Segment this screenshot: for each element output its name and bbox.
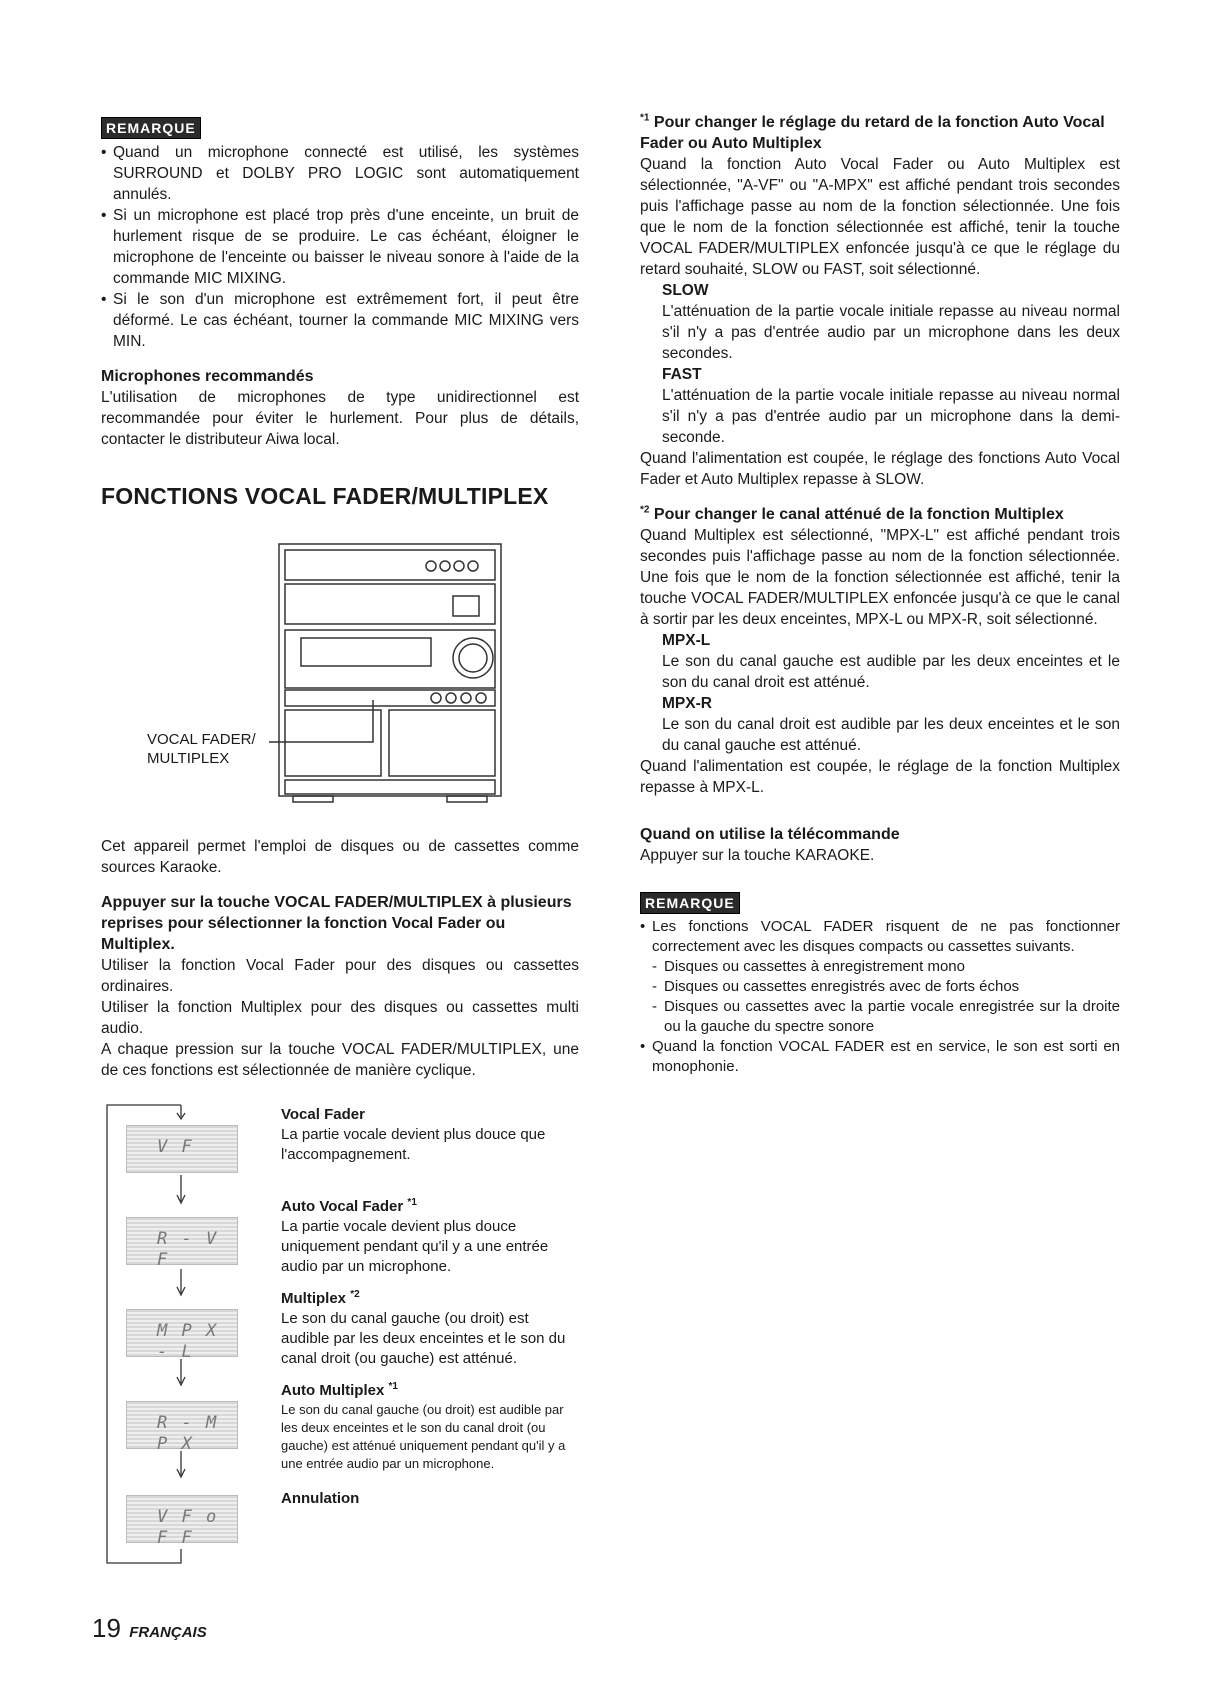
left-column — [101, 117, 579, 1567]
cycle-item-multiplex: Multiplex $^{*2}$ Le son du canal gauche (ou droit) est audible par les deux enceintes et le son du canal droit (ou gauche) est atténué. — [281, 1289, 566, 1367]
page-footer — [92, 1613, 207, 1643]
cycle-item-auto-multiplex: Auto Multiplex $^{*1}$ Le son du canal gauche (ou droit) est audible par les deux enceintes et le son du canal droit (ou gauche) est atténué uniquement pendant qu'il y a une entrée audio par un microphone. — [281, 1381, 566, 1471]
right-column — [640, 112, 1120, 1077]
note-badge: REMARQUE — [640, 892, 740, 914]
intro-text: Cet appareil permet l'emploi de disques ou de cassettes comme sources Karaoke. — [101, 838, 579, 876]
cycle-item-vocal-fader: Vocal Fader La partie vocale devient plus douce que l'accompagnement. — [281, 1106, 546, 1163]
note-sublist — [652, 957, 1120, 1037]
note-item: • Quand la fonction VOCAL FADER est en service, le son est sorti en monophonie. — [640, 1037, 1120, 1077]
display-multiplex: M P X - L — [126, 1309, 238, 1357]
slow-label: SLOW — [662, 282, 709, 299]
display-vocal-fader: V F — [126, 1125, 238, 1173]
cycle-diagram — [101, 1097, 579, 1567]
remote-text: Appuyer sur la touche KARAOKE. — [640, 847, 875, 864]
fast-label: FAST — [662, 366, 702, 383]
slow-text: L'atténuation de la partie vocale initiale repasse au niveau normal s'il n'y a pas d'entrée audio par un microphone dans les deux secondes. — [662, 303, 1120, 362]
mpxl-text: Le son du canal gauche est audible par les deux enceintes et le son du canal droit est atténué. — [662, 653, 1120, 691]
note-list — [640, 917, 1120, 1077]
figure-label: VOCAL FADER/ MULTIPLEX — [147, 731, 256, 767]
delay-reset-text: Quand l'alimentation est coupée, le réglage des fonctions Auto Vocal Fader et Auto Multiplex repasse à SLOW. — [640, 450, 1120, 488]
page-number: 19 — [92, 1613, 121, 1643]
note-item: • Si un microphone est placé trop près d'une enceinte, un bruit de hurlement risque de se produire. Le cas échéant, éloigner le microphone de l'enceinte ou baisser le niveau sonore à l'aide de la commande MIC MIXING. — [101, 205, 579, 289]
language-label: FRANÇAIS — [129, 1624, 207, 1641]
display-auto-multiplex: R - M P X — [126, 1401, 238, 1449]
note-list — [101, 142, 579, 352]
instruction-heading: Appuyer sur la touche VOCAL FADER/MULTIPLEX à plusieurs reprises pour sélectionner la fonction Vocal Fader ou Multiplex. — [101, 894, 572, 953]
channel-text: Quand Multiplex est sélectionné, "MPX-L" est affiché pendant trois secondes puis l'affichage passe au nom de la fonction sélectionnée. Une fois que le nom de la fonction sélectionnée est affiché, tenir la touche VOCAL FADER/MULTIPLEX enfoncée jusqu'à ce que le canal à sortir par les deux enceintes, MPX-L ou MPX-R, soit sélectionné. — [640, 527, 1120, 628]
delay-text: Quand la fonction Auto Vocal Fader ou Auto Multiplex est sélectionnée, "A-VF" ou "A-MPX" est affiché pendant trois secondes puis l'affichage passe au nom de la fonction sélectionnée. Une fois que le nom de la fonction sélectionnée est affiché, tenir la touche VOCAL FADER/MULTIPLEX enfoncée jusqu'à ce que le réglage du retard souhaité, SLOW ou FAST, soit sélectionné. — [640, 156, 1120, 278]
remote-heading: Quand on utilise la télécommande — [640, 826, 900, 843]
mpxl-label: MPX-L — [662, 632, 711, 649]
mpxr-text: Le son du canal droit est audible par les deux enceintes et le son du canal gauche est atténué. — [662, 716, 1120, 754]
stereo-figure — [101, 538, 579, 818]
note-subitem: - Disques ou cassettes avec la partie vocale enregistrée sur la droite ou la gauche du spectre sonore — [652, 997, 1120, 1037]
paragraph-2: Utiliser la fonction Multiplex pour des disques ou cassettes multi audio. — [101, 999, 579, 1037]
display-annulation: V F o F F — [126, 1495, 238, 1543]
mpxr-label: MPX-R — [662, 695, 712, 712]
channel-heading: $^{*2}$ Pour changer le canal atténué de la fonction Multiplex — [640, 504, 1064, 523]
note-subitem: - Disques ou cassettes à enregistrement mono — [652, 957, 1120, 977]
fast-text: L'atténuation de la partie vocale initiale repasse au niveau normal s'il n'y a pas d'entrée audio par un microphone dans la demi-seconde. — [662, 387, 1120, 446]
delay-heading: $^{*1}$ Pour changer le réglage du retard de la fonction Auto Vocal Fader ou Auto Multiplex — [640, 112, 1105, 152]
section-title: FONCTIONS VOCAL FADER/MULTIPLEX — [101, 483, 549, 509]
note-subitem: - Disques ou cassettes enregistrés avec de forts échos — [652, 977, 1120, 997]
note-item: • Les fonctions VOCAL FADER risquent de ne pas fonctionner correctement avec les disques compacts ou cassettes suivants. - Disques ou cassettes à enregistrement mono - Disques ou cassettes enregistrés avec de forts échos - Disques ou cassettes avec la partie vocale enregistrée sur la droite ou la gauche du spectre sonore — [640, 917, 1120, 1037]
note-item: • Si le son d'un microphone est extrêmement fort, il peut être déformé. Le cas échéant, tourner la commande MIC MIXING vers MIN. — [101, 289, 579, 352]
display-auto-vocal-fader: R - V F — [126, 1217, 238, 1265]
stereo-unit-illustration — [101, 538, 579, 818]
channel-reset-text: Quand l'alimentation est coupée, le réglage de la fonction Multiplex repasse à MPX-L. — [640, 758, 1120, 796]
note-badge: REMARQUE — [101, 117, 201, 139]
mic-text: L'utilisation de microphones de type unidirectionnel est recommandée pour éviter le hurlement. Pour plus de détails, contacter le distributeur Aiwa local. — [101, 389, 579, 448]
cycle-item-annulation: Annulation — [281, 1490, 360, 1507]
paragraph-1: Utiliser la fonction Vocal Fader pour des disques ou cassettes ordinaires. — [101, 957, 579, 995]
paragraph-3: A chaque pression sur la touche VOCAL FADER/MULTIPLEX, une de ces fonctions est sélectionnée de manière cyclique. — [101, 1041, 579, 1079]
mic-heading: Microphones recommandés — [101, 368, 314, 385]
note-item: • Quand un microphone connecté est utilisé, les systèmes SURROUND et DOLBY PRO LOGIC sont automatiquement annulés. — [101, 142, 579, 205]
cycle-item-auto-vocal-fader: Auto Vocal Fader $^{*1}$ La partie vocale devient plus douce uniquement pendant qu'il y a une entrée audio par un microphone. — [281, 1197, 549, 1275]
